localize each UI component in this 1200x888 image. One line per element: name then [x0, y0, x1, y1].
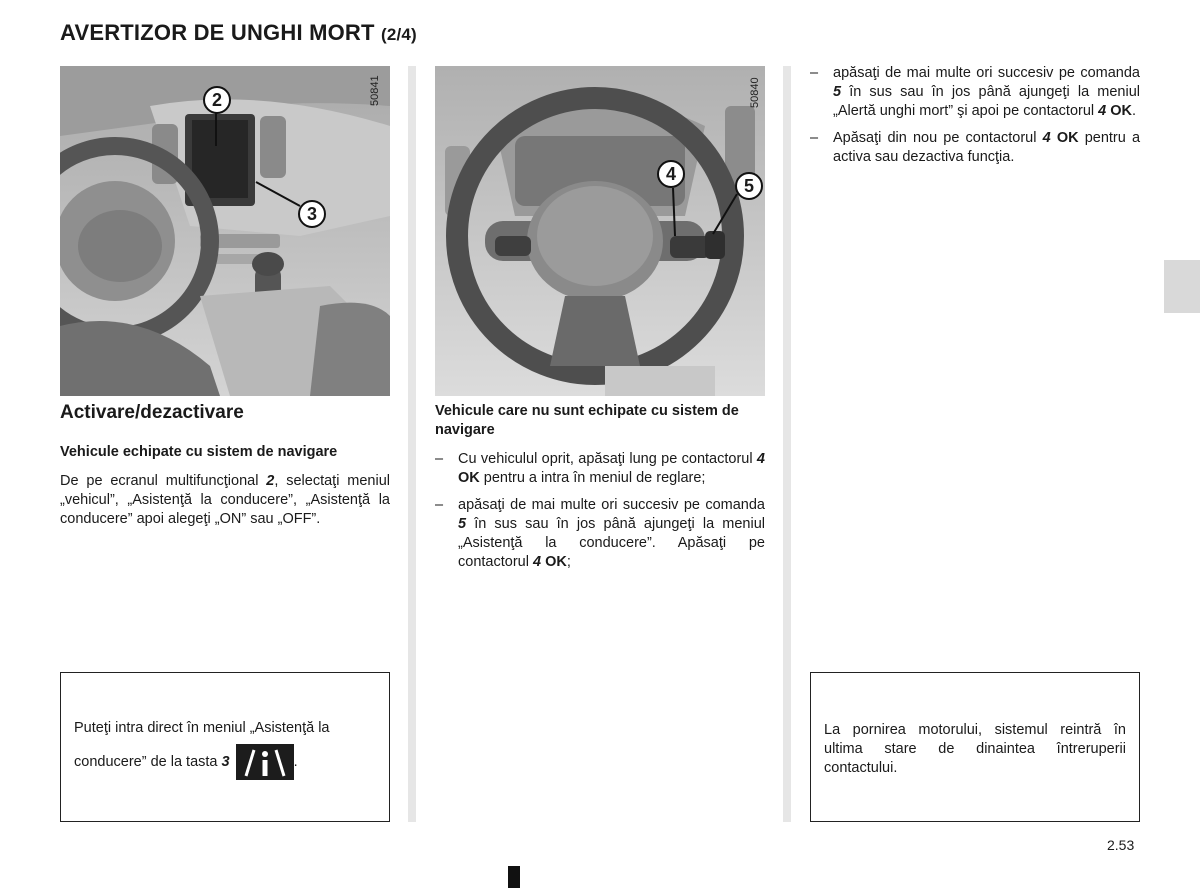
section-title: Activare/dezactivare	[60, 402, 244, 423]
list-item-text-end: pentru a activa sau dezactiva funcţia.	[833, 130, 1141, 165]
figure-ref-code-middle: 50840	[749, 77, 761, 108]
ref-4: 4	[1042, 130, 1051, 146]
list-item	[435, 450, 765, 488]
list-dash: –	[435, 497, 444, 513]
ref-5: 5	[833, 84, 842, 100]
callout-4: 4	[657, 160, 685, 188]
page-title	[60, 20, 417, 46]
list-item-text: apăsaţi de mai multe ori succesiv pe comanda	[458, 497, 765, 513]
left-paragraph-text-1: De pe ecranul multifuncţional	[60, 473, 267, 489]
ref-4: 4	[532, 554, 542, 570]
note-left-line-2	[74, 744, 377, 780]
list-dash: –	[810, 65, 819, 81]
ref-3: 3	[221, 753, 230, 770]
ref-2: 2	[266, 473, 275, 489]
callout-2: 2	[203, 86, 231, 114]
note-right-text: La pornirea motorului, sistemul reintră în ultima stare de dinaintea întreruperii contactului.	[824, 722, 1126, 776]
chapter-tab	[1164, 260, 1200, 313]
note-box-right	[810, 672, 1140, 822]
column-divider-right	[783, 66, 791, 822]
list-item-text-end: pentru a intra în meniul de reglare;	[479, 470, 706, 486]
page-title-text: AVERTIZOR DE UNGHI MORT	[60, 20, 375, 45]
figure-ref-code-left: 50841	[369, 75, 381, 106]
page-title-suffix: (2/4)	[380, 25, 417, 44]
list-item	[810, 64, 1140, 121]
list-item	[810, 129, 1140, 167]
ref-5: 5	[458, 516, 467, 532]
ok-label: OK	[458, 470, 480, 486]
left-paragraph-text-2: , selectaţi meniul „vehicul”, „Asistenţă la conducere”, „Asistenţă la conducere” apoi alegeţi „ON” sau „OFF”.	[60, 473, 390, 527]
list-item-text: Cu vehiculul oprit, apăsaţi lung pe contactorul	[458, 451, 757, 467]
list-dash: –	[810, 130, 819, 146]
list-item-text: apăsaţi de mai multe ori succesiv pe comanda	[833, 65, 1140, 81]
note-box-left	[60, 672, 390, 822]
lane-assist-key-icon	[236, 744, 294, 780]
list-item	[435, 496, 765, 572]
left-paragraph	[60, 472, 390, 529]
left-subheading: Vehicule echipate cu sistem de navigare	[60, 444, 338, 460]
crop-mark	[508, 866, 520, 888]
ok-label: OK	[545, 554, 567, 570]
right-steps-list	[810, 64, 1140, 175]
list-item-text-middle: în sus sau în jos până ajungeţi la meniul „Alertă unghi mort” şi apoi pe contactorul	[833, 84, 1140, 119]
page-number: 2.53	[1107, 837, 1135, 853]
list-item-text-end: .	[1132, 103, 1137, 119]
list-item-text-end: ;	[566, 554, 571, 570]
note-left-line-2-end: .	[293, 753, 298, 770]
callout-3: 3	[298, 200, 326, 228]
middle-subheading: Vehicule care nu sunt echipate cu sistem de navigare	[435, 403, 739, 438]
ok-label: OK	[1110, 103, 1133, 119]
ok-label: OK	[1056, 130, 1079, 146]
note-left-line-1: Puteţi intra direct în meniul „Asistenţă la	[74, 720, 330, 736]
list-item-text: Apăsaţi din nou pe contactorul	[833, 130, 1043, 146]
ref-4: 4	[1098, 103, 1107, 119]
list-item-text-middle: în sus sau în jos până ajungeţi la meniul „Asistenţă la conducere”. Apăsaţi pe contactorul	[458, 516, 765, 570]
steering-wheel-photo	[435, 66, 765, 396]
middle-steps-list	[435, 450, 765, 580]
ref-4: 4	[756, 451, 765, 467]
list-dash: –	[435, 451, 444, 467]
note-left-line-2-text: conducere” de la tasta	[74, 753, 222, 770]
dashboard-photo	[60, 66, 390, 396]
callout-5: 5	[735, 172, 763, 200]
column-divider-left	[408, 66, 416, 822]
